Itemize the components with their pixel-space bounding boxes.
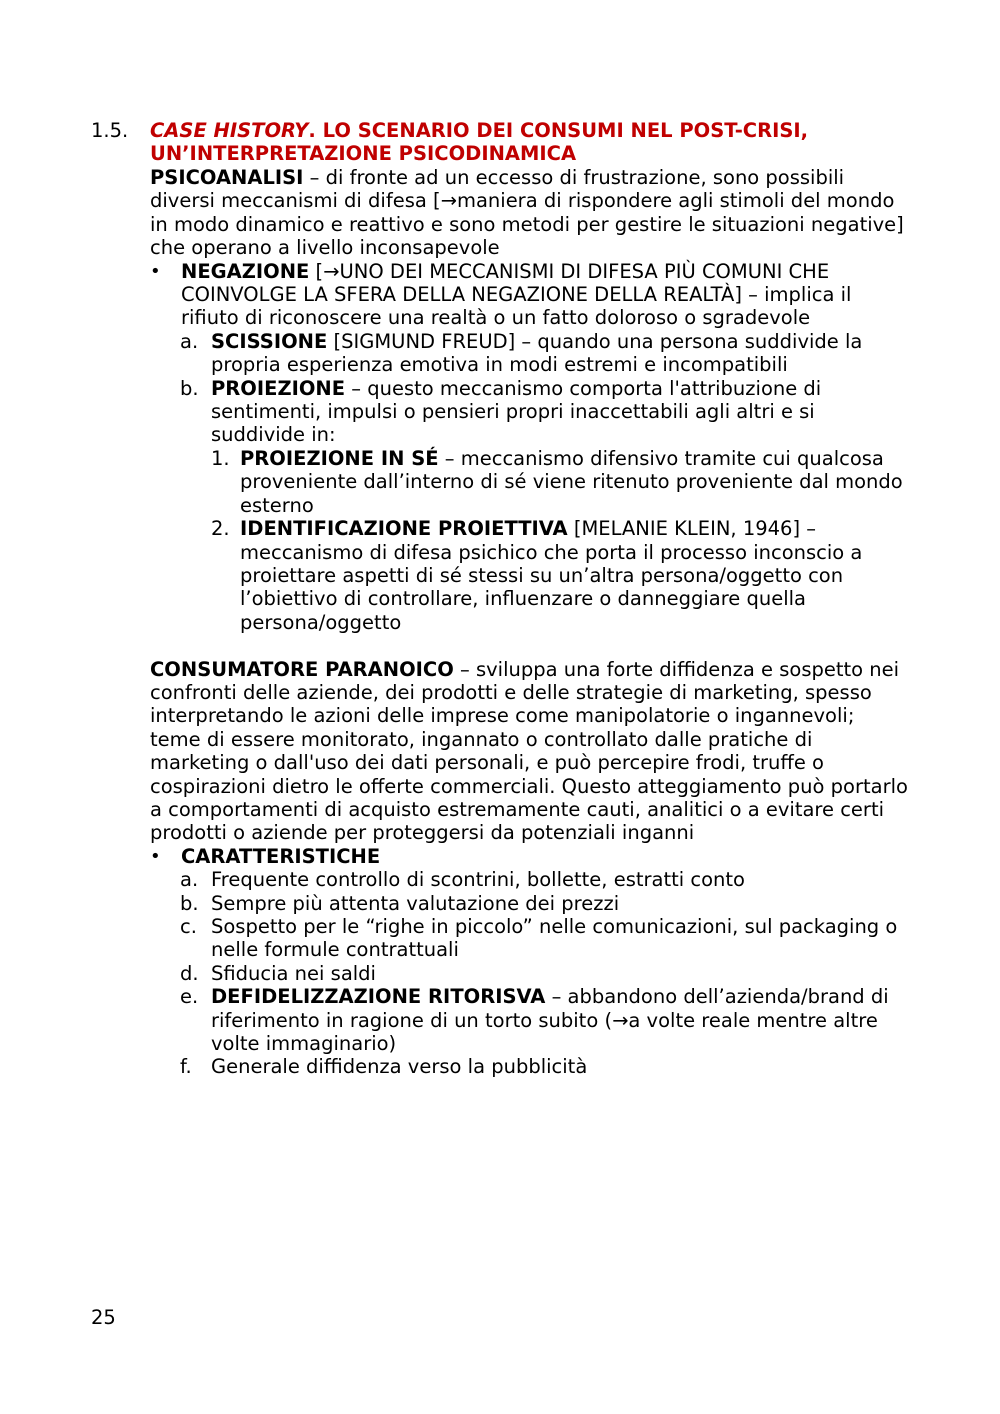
section-title — [150, 119, 870, 166]
identificazione-proiettiva-term: IDENTIFICAZIONE PROIETTIVA — [240, 517, 568, 541]
list-marker: b. — [180, 891, 199, 915]
page-number: 25 — [91, 1306, 116, 1329]
list-marker: d. — [180, 961, 199, 985]
list-item: b. Sempre più attenta valutazione dei prezzi — [180, 891, 620, 915]
list-marker: a. — [180, 329, 199, 353]
scissione-term: SCISSIONE — [211, 329, 328, 353]
arrow-icon: → — [440, 189, 457, 213]
title-line1-rest: . LO SCENARIO DEI CONSUMI NEL POST-CRISI, — [308, 119, 809, 142]
list-marker: 1. — [211, 446, 230, 470]
list-item-proiezione-in-se: 1. PROIEZIONE IN SÉ – meccanismo difensivo tramite cui qualcosa proveniente dall’interno di sé viene ritenuto proveniente dal mondo esterno — [211, 446, 903, 517]
arrow-icon: → — [323, 259, 340, 283]
consumatore-term: CONSUMATORE PARANOICO — [150, 657, 454, 681]
negazione-term: NEGAZIONE — [181, 259, 310, 283]
list-marker: e. — [180, 985, 199, 1009]
title-line2: UN’INTERPRETAZIONE PSICODINAMICA — [150, 142, 577, 166]
list-item-proiezione: b. PROIEZIONE – questo meccanismo comporta l'attribuzione di sentimenti, impulsi o pensieri propri inaccettabili agli altri e si suddivide in: — [180, 376, 822, 447]
section-number: 1.5. — [91, 119, 129, 142]
section-body — [150, 166, 910, 1079]
paragraph-gap — [150, 634, 910, 657]
list-item-caratteristiche — [150, 845, 910, 868]
list-item: d. Sfiducia nei saldi — [180, 961, 376, 985]
list-marker: f. — [180, 1055, 192, 1079]
list-marker: c. — [180, 914, 197, 938]
list-marker: b. — [180, 376, 199, 400]
list-item-defidelizzazione: e. DEFIDELIZZAZIONE RITORISVA – abbandono dell’azienda/brand di riferimento in ragione di un torto subito (→a volte reale mentre altre volte immaginario) — [180, 985, 889, 1056]
bullet-icon: • — [150, 260, 161, 282]
psicoanalisi-paragraph: PSICOANALISI – di fronte ad un eccesso di frustrazione, sono possibili diversi meccanismi di difesa [→maniera di rispondere agli stimoli del mondo in modo dinamico e reattivo e sono metodi per gestire le situazioni negative] che operano a livello inconsapevole — [150, 166, 904, 260]
consumatore-paragraph: CONSUMATORE PARANOICO – sviluppa una forte diffidenza e sospetto nei confronti delle aziende, dei prodotti e delle strategie di marketing, spesso interpretando le azioni delle imprese come manipolatorie o ingannevoli; teme di essere monitorato, ingannato o controllato dalle pratiche di marketing o dall'uso dei dati personali, e può percepire frodi, truffe o cospirazioni dietro le offerte commerciali. Questo atteggiamento può portarlo a comportamenti di acquisto estremamente cauti, analitici o a evitare certi prodotti o aziende per proteggersi da potenziali inganni — [150, 657, 908, 845]
defidelizzazione-term: DEFIDELIZZAZIONE RITORISVA — [211, 985, 546, 1009]
arrow-icon: → — [612, 1008, 629, 1032]
bullet-icon: • — [150, 845, 161, 867]
list-item: a. Frequente controllo di scontrini, bollette, estratti conto — [180, 868, 745, 892]
proiezione-term: PROIEZIONE — [211, 376, 346, 400]
list-item: f. Generale diffidenza verso la pubblicità — [180, 1055, 588, 1079]
caratteristiche-term: CARATTERISTICHE — [181, 844, 381, 868]
list-item-identificazione-proiettiva: 2. IDENTIFICAZIONE PROIETTIVA [MELANIE KLEIN, 1946] – meccanismo di difesa psichico che porta il processo inconscio a proiettare aspetti di sé stessi su un’altra persona/oggetto con l’obiettivo di controllare, influenzare o danneggiare quella persona/oggetto — [211, 517, 863, 634]
proiezione-in-se-term: PROIEZIONE IN SÉ — [240, 446, 439, 470]
psicoanalisi-term: PSICOANALISI — [150, 166, 304, 189]
list-marker: 2. — [211, 517, 230, 541]
title-italic: CASE HISTORY — [150, 119, 309, 142]
list-item-scissione: a. SCISSIONE [SIGMUND FREUD] – quando una persona suddivide la propria esperienza emotiva in modi estremi e incompatibili — [180, 329, 863, 377]
list-marker: a. — [180, 868, 199, 892]
list-item-negazione: • NEGAZIONE [→UNO DEI MECCANISMI DI DIFESA PIÙ COMUNI CHE COINVOLGE LA SFERA DELLA NEGAZIONE DELLA REALTÀ] – implica il rifiuto di riconoscere una realtà o un fatto doloroso o sgradevole — [150, 259, 852, 330]
list-item: c. Sospetto per le “righe in piccolo” nelle comunicazioni, sul packaging o nelle formule contrattuali — [180, 914, 898, 962]
